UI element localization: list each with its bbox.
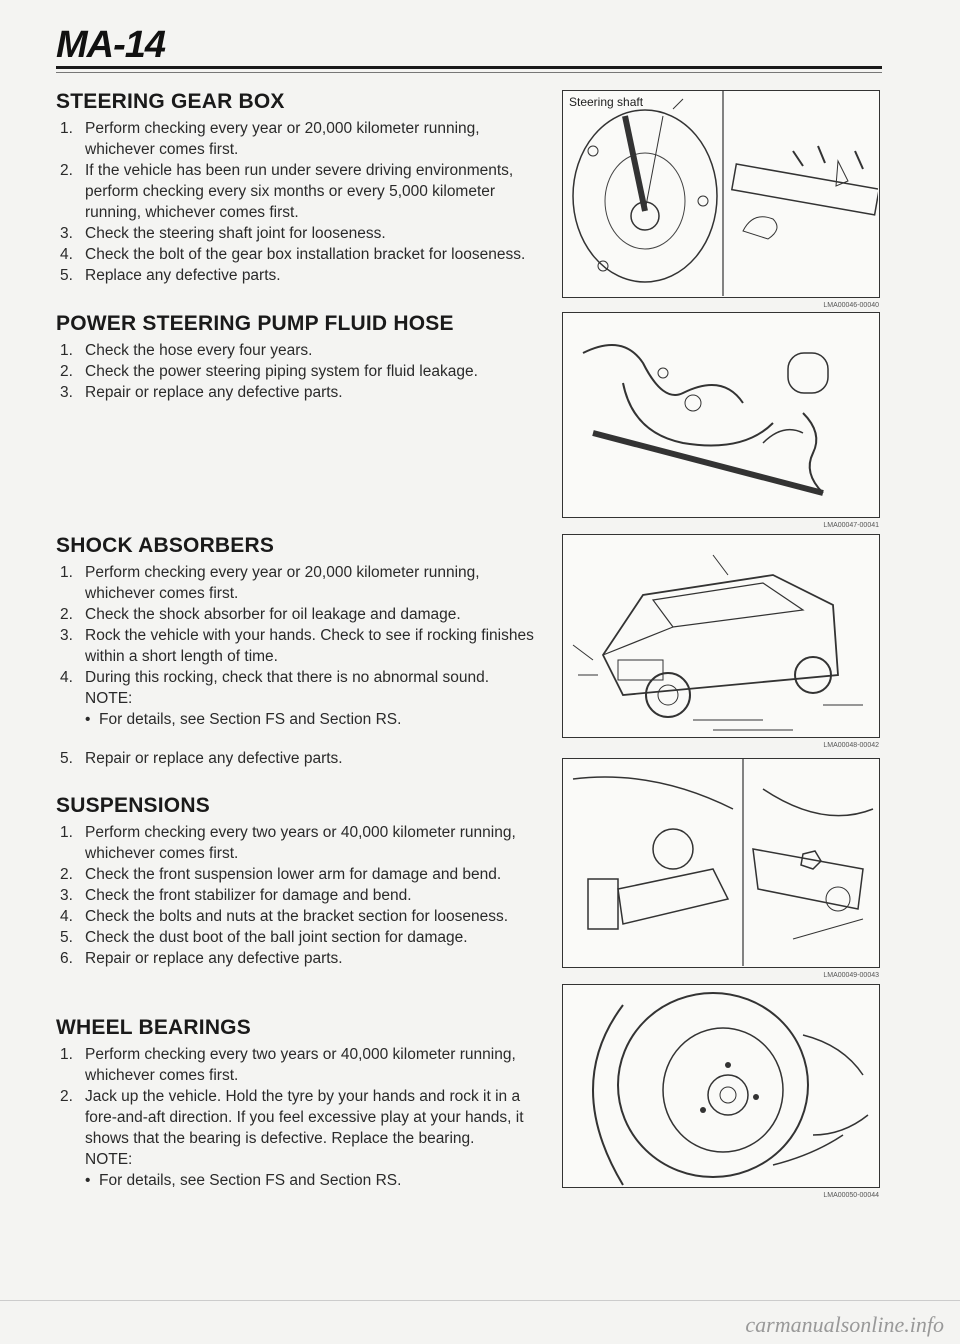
section-suspensions (56, 794, 542, 969)
section-title: WHEEL BEARINGS (56, 1016, 251, 1039)
steps-list (56, 340, 542, 403)
figure-label: Steering shaft (569, 95, 644, 109)
section-title: SUSPENSIONS (56, 794, 210, 817)
steps-list (56, 562, 542, 769)
section-steering-gear-box (56, 90, 542, 286)
figure-code: LMA00050-00044 (823, 1192, 879, 1199)
figure-steering-gear-box (562, 90, 880, 309)
section-title: STEERING GEAR BOX (56, 90, 285, 113)
note-label: NOTE: (85, 690, 133, 707)
figure-code: LMA00046-00040 (823, 302, 879, 309)
list-item: 1. Perform checking every year or 20,000 kilometer running, whichever comes first. (60, 564, 480, 602)
list-item: 5. Repair or replace any defective parts. (60, 750, 343, 767)
list-item: 1. Perform checking every two years or 40,000 kilometer running, whichever comes first. (60, 1046, 516, 1084)
vehicle-illustration (563, 535, 878, 736)
steps-list (56, 118, 542, 286)
list-item: 3. Rock the vehicle with your hands. Check to see if rocking finishes within a short length of time. (60, 627, 534, 665)
list-item: 4. Check the bolts and nuts at the bracket section for looseness. (60, 908, 509, 925)
page-code: MA-14 (56, 24, 166, 66)
section-title: POWER STEERING PUMP FLUID HOSE (56, 312, 454, 335)
figure-wheel-bearings (562, 984, 880, 1199)
figure-suspensions (562, 758, 880, 979)
list-item: 4. During this rocking, check that there is no abnormal sound. NOTE: • For details, see Section FS and Section RS. (56, 667, 542, 730)
list-item: 5. Replace any defective parts. (60, 267, 281, 284)
list-item: 6. Repair or replace any defective parts. (60, 950, 343, 967)
suspension-illustration (563, 759, 878, 966)
header-rule (56, 66, 882, 69)
figure-code: LMA00048-00042 (823, 742, 879, 749)
steps-list (56, 1044, 542, 1191)
list-item: 4. Check the bolt of the gear box installation bracket for looseness. (60, 246, 526, 263)
figure-code: LMA00049-00043 (823, 972, 879, 979)
list-item: 1. Perform checking every two years or 40,000 kilometer running, whichever comes first. (60, 824, 516, 862)
steps-list (56, 822, 542, 969)
list-item: 1. Perform checking every year or 20,000 kilometer running, whichever comes first. (60, 120, 480, 158)
steering-gear-illustration (563, 91, 878, 296)
list-item: 3. Check the steering shaft joint for looseness. (60, 225, 386, 242)
note-bullet: • For details, see Section FS and Section RS. (85, 1170, 542, 1191)
note-label: NOTE: (85, 1151, 133, 1168)
list-item: 2. Check the front suspension lower arm for damage and bend. (60, 866, 502, 883)
list-item: 5. Check the dust boot of the ball joint section for damage. (60, 929, 468, 946)
watermark: carmanualsonline.info (745, 1312, 944, 1337)
list-item: 2. If the vehicle has been run under severe driving environments, perform checking every six months or every 5,000 kilometer running, whichever comes first. (60, 162, 514, 221)
section-title: SHOCK ABSORBERS (56, 534, 275, 557)
list-item: 3. Repair or replace any defective parts. (60, 384, 343, 401)
figure-code: LMA00047-00041 (823, 522, 879, 529)
list-item: 1. Check the hose every four years. (60, 342, 313, 359)
note-bullet: • For details, see Section FS and Section RS. (85, 709, 542, 730)
figure-power-steering-hose (562, 312, 880, 529)
section-shock-absorbers (56, 534, 542, 769)
list-item: 2. Check the power steering piping system for fluid leakage. (60, 363, 478, 380)
power-steering-hose-illustration (563, 313, 878, 516)
bottom-rule (0, 1300, 960, 1301)
section-wheel-bearings (56, 1016, 542, 1191)
section-power-steering (56, 312, 542, 403)
figure-shock-absorbers (562, 534, 880, 749)
wheel-bearing-illustration (563, 985, 878, 1186)
list-item: 2. Jack up the vehicle. Hold the tyre by your hands and rock it in a fore-and-aft direction. If you feel excessive play at your hands, it shows that the bearing is defective. Replace the bearing. NOTE: • For details, see Section FS and Section RS. (56, 1086, 542, 1191)
list-item: 2. Check the shock absorber for oil leakage and damage. (60, 606, 461, 623)
header-rule-thin (56, 72, 882, 73)
list-item: 3. Check the front stabilizer for damage and bend. (60, 887, 412, 904)
